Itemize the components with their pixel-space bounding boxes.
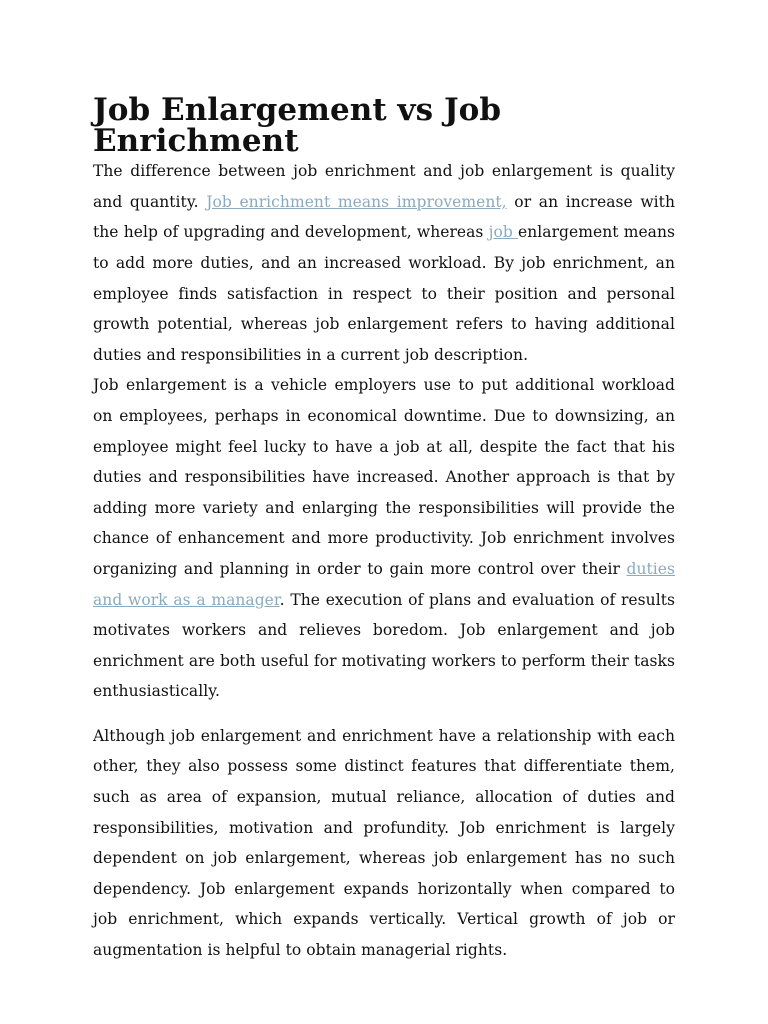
- paragraph-1-text-a: The difference between job enrichment and job enlargement is quality and quantity.: [93, 162, 675, 211]
- document-page: [93, 92, 676, 966]
- link-duties-and-work-as-manager[interactable]: duties and work as a manager: [93, 559, 675, 609]
- paragraph-2: [93, 370, 675, 707]
- paragraph-1-text-c: enlargement means to add more duties, and an increased workload. By job enrichment, an employee finds satisfaction in respect to their position and personal growth potential, whereas job enlargement refers to having additional duties and responsibilities in a current job description.: [93, 223, 676, 364]
- link-job-enrichment-improvement[interactable]: Job enrichment means improvement,: [206, 192, 507, 211]
- link-job[interactable]: job: [488, 223, 519, 242]
- paragraph-2-text-b: . The execution of plans and evaluation of results motivates workers and relieves boredom. Job enlargement and job enrichment are both useful for motivating workers to perform their tasks enthusiastically.: [93, 590, 675, 701]
- document-title: Job Enlargement vs Job Enrichment: [93, 92, 502, 159]
- paragraph-1: [93, 156, 675, 370]
- paragraph-2-text-a: Job enlargement is a vehicle employers use to put additional workload on employees, perhaps in economical downtime. Due to downsizing, an employee might feel lucky to have a job at all, despite the fact that his duties and responsibilities have increased. Another approach is that by adding more variety and enlarging the responsibilities will provide the chance of enhancement and more productivity. Job enrichment involves organizing and planning in order to gain more control over their: [93, 376, 675, 578]
- paragraph-1-text-b: or an increase with the help of upgrading and development, whereas: [93, 192, 675, 242]
- paragraph-3: Although job enlargement and enrichment have a relationship with each other, they also possess some distinct features that differentiate them, such as area of expansion, mutual reliance, allocation of duties and responsibilities, motivation and profundity. Job enrichment is largely dependent on job enlargement, whereas job enlargement has no such dependency. Job enlargement expands horizontally when compared to job enrichment, which expands vertically. Vertical growth of job or augmentation is helpful to obtain managerial rights.: [93, 726, 675, 960]
